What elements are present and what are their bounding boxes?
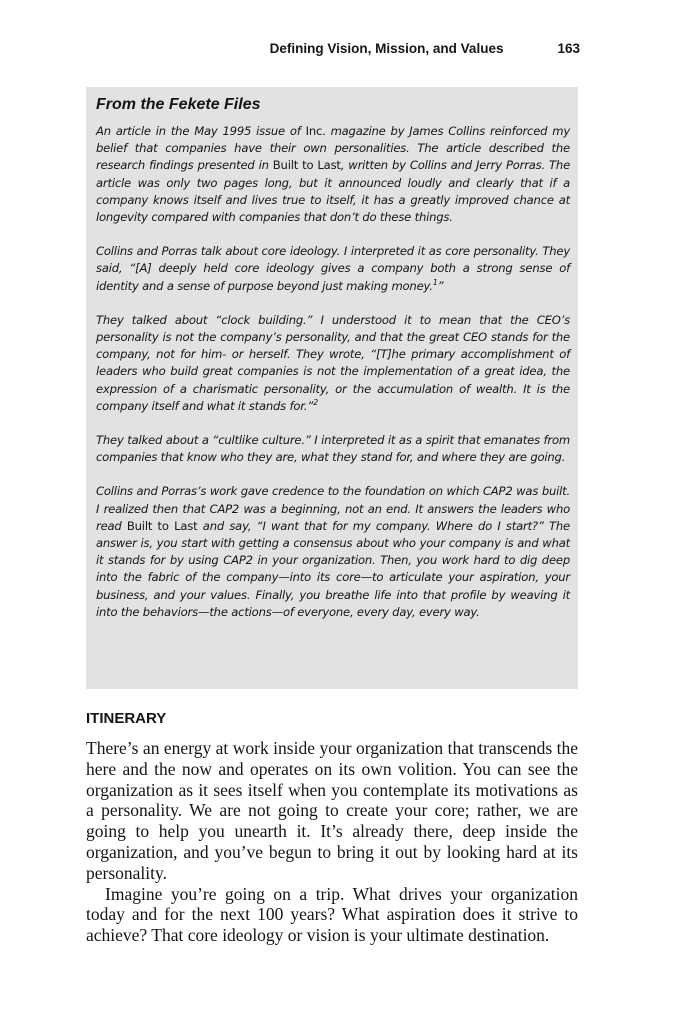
body-paragraph-1: There’s an energy at work inside your organization that transcends the here and the now and operates on its own volition. You can see the organization as it sees itself when you contemplate its motivations as a personality. We are not going to create your core; rather, we are going to help you unearth it. It’s already there, deep inside the organization, and you’ve begun to bring it out by looking hard at its personality. (86, 738, 578, 883)
body-text (86, 738, 578, 946)
sidebar-box (86, 87, 578, 689)
text-run: Collins and Porras talk about core ideology. I interpreted it as core personality. They said, “[A] deeply held core ideology gives a company both a strong sense of identity and a sense of purpose beyond just making money. (96, 244, 570, 293)
magazine-title: Inc. (305, 124, 326, 138)
text-run: An article in the May 1995 issue of (96, 124, 306, 138)
sidebar-paragraph-4: They talked about a “cultlike culture.” I interpreted it as a spirit that emanates from companies that know who they are, what they stand for, and where they are going. (96, 433, 570, 465)
running-head-title: Defining Vision, Mission, and Values (269, 41, 504, 56)
book-title: Built to Last (272, 158, 341, 173)
sidebar-heading: From the Fekete Files (96, 96, 261, 113)
sidebar-paragraph-2 (96, 243, 570, 295)
text-run: Collins and Porras’s work gave credence to the foundation on which CAP2 was built. I realized then that CAP2 was a beginning, not an end. It answers the leaders who read (96, 484, 570, 533)
book-title: Built to Last (126, 518, 198, 533)
body-paragraph-2: Imagine you’re going on a trip. What drives your organization today and for the next 100 years? What aspiration does it strive to achieve? That core ideology or vision is your ultimate destination. (86, 883, 578, 946)
text-run: ” (437, 278, 444, 293)
text-run: , written by Collins and Jerry Porras. The article was only two pages long, but it announced loudly and clearly that if a company knows itself and lives true to itself, it has a greatly improved chance at longevity compared with companies that don’t do these things. (96, 158, 570, 225)
text-run: They talked about “clock building.” I understood it to mean that the CEO’s personality is not the company’s personality, and that the great CEO stands for the company, not for him- or herself. They wrote, “[T]he primary accomplishment of leaders who build great companies is not the implementation of a great idea, the expression of a charismatic personality, or the accumulation of wealth. It is the company itself and what it stands for.” (96, 312, 570, 413)
text-run: magazine by James Collins reinforced my belief that companies have their own personalities. The article described the research findings presented in (96, 124, 570, 173)
sidebar-paragraph-3 (96, 312, 570, 415)
section-heading: ITINERARY (86, 710, 167, 727)
running-head (86, 41, 580, 56)
sidebar-paragraph-1 (96, 123, 570, 226)
sidebar-paragraph-5 (96, 483, 570, 621)
footnote-marker: 1 (432, 277, 438, 287)
footnote-marker: 2 (313, 397, 318, 407)
page-number: 163 (557, 41, 580, 56)
text-run: and say, “I want that for my company. Where do I start?” The answer is, you start with getting a consensus about who your company is and what it stands for by using CAP2 in your organization. Then, you work hard to dig deep into the fabric of the company—into its core—to articulate your aspiration, your business, and your values. Finally, you breathe life into that profile by weaving it into the behaviors—the actions—of everyone, every day, every way. (96, 518, 570, 619)
